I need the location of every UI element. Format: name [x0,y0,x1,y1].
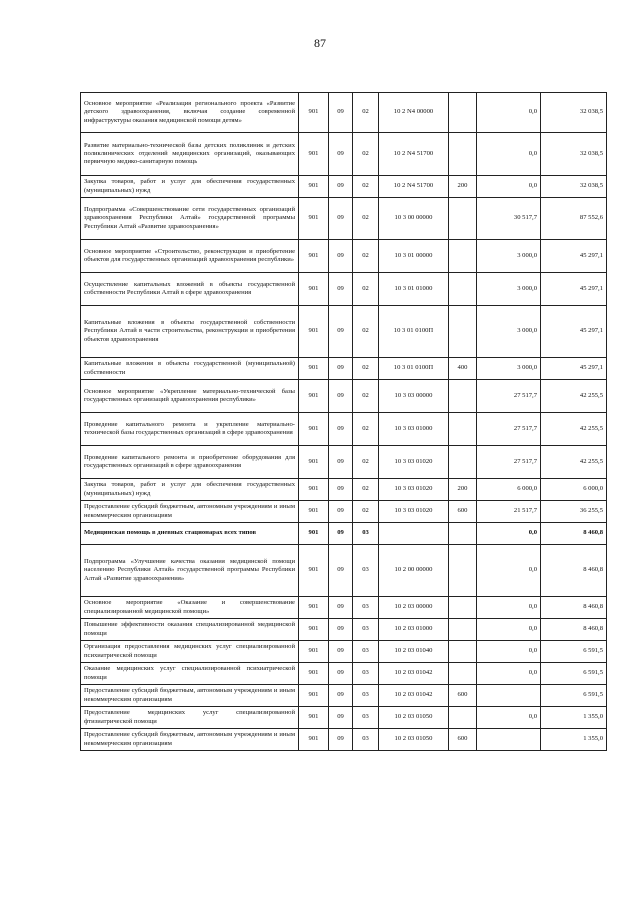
section-code-cell: 09 [329,523,353,545]
expense-type-cell [449,446,477,479]
subsection-code-cell: 03 [353,663,379,685]
table-row [81,641,607,663]
row-name-cell: Медицинская помощь в дневных стационарах всех типов [81,523,299,545]
row-name-cell: Осуществление капитальных вложений в объекты государственной собственности Республики Алтай в сфере здравоохранения [81,273,299,306]
admin-code-cell: 901 [299,685,329,707]
amount-1-cell: 3 000,0 [477,358,541,380]
admin-code-cell: 901 [299,446,329,479]
amount-2-cell: 1 355,0 [541,729,607,751]
table-row [81,729,607,751]
amount-2-cell: 42 255,5 [541,446,607,479]
amount-2-cell: 6 591,5 [541,641,607,663]
table-row [81,501,607,523]
subsection-code-cell: 02 [353,240,379,273]
table-row [81,198,607,240]
row-name-cell: Предоставление субсидий бюджетным, автономным учреждениям и иным некоммерческим организациям [81,685,299,707]
target-article-cell: 10 2 N4 51700 [379,176,449,198]
section-code-cell: 09 [329,479,353,501]
table-row [81,93,607,133]
amount-1-cell: 30 517,7 [477,198,541,240]
amount-2-cell: 45 297,1 [541,358,607,380]
expense-type-cell [449,133,477,176]
section-code-cell: 09 [329,663,353,685]
table-row [81,685,607,707]
section-code-cell: 09 [329,729,353,751]
subsection-code-cell: 02 [353,413,379,446]
section-code-cell: 09 [329,413,353,446]
expense-type-cell [449,273,477,306]
admin-code-cell: 901 [299,707,329,729]
subsection-code-cell: 03 [353,707,379,729]
subsection-code-cell: 03 [353,597,379,619]
row-name-cell: Закупка товаров, работ и услуг для обеспечения государственных (муниципальных) нужд [81,176,299,198]
admin-code-cell: 901 [299,619,329,641]
target-article-cell: 10 3 01 00000 [379,240,449,273]
subsection-code-cell: 03 [353,685,379,707]
admin-code-cell: 901 [299,641,329,663]
row-name-cell: Основное мероприятие «Реализация регионального проекта «Развитие детского здравоохранения, включая создание современной инфраструктуры оказания медицинской помощи детям» [81,93,299,133]
amount-2-cell: 32 038,5 [541,133,607,176]
subsection-code-cell: 02 [353,176,379,198]
amount-1-cell [477,685,541,707]
target-article-cell: 10 2 00 00000 [379,545,449,597]
amount-1-cell: 0,0 [477,597,541,619]
target-article-cell: 10 2 03 01042 [379,685,449,707]
section-code-cell: 09 [329,176,353,198]
admin-code-cell: 901 [299,523,329,545]
expense-type-cell [449,641,477,663]
row-name-cell: Повышение эффективности оказания специализированной медицинской помощи [81,619,299,641]
admin-code-cell: 901 [299,358,329,380]
admin-code-cell: 901 [299,240,329,273]
amount-1-cell: 27 517,7 [477,380,541,413]
amount-1-cell: 6 000,0 [477,479,541,501]
section-code-cell: 09 [329,93,353,133]
table-row [81,273,607,306]
expense-type-cell [449,619,477,641]
amount-2-cell: 32 038,5 [541,93,607,133]
target-article-cell: 10 3 01 0100П [379,358,449,380]
row-name-cell: Капитальные вложения в объекты государственной (муниципальной) собственности [81,358,299,380]
amount-1-cell: 0,0 [477,176,541,198]
subsection-code-cell: 02 [353,358,379,380]
expense-type-cell: 200 [449,176,477,198]
section-code-cell: 09 [329,685,353,707]
subsection-code-cell: 03 [353,619,379,641]
section-code-cell: 09 [329,198,353,240]
table-row [81,663,607,685]
table-row [81,306,607,358]
section-code-cell: 09 [329,358,353,380]
admin-code-cell: 901 [299,413,329,446]
expense-type-cell [449,198,477,240]
expense-type-cell: 600 [449,729,477,751]
admin-code-cell: 901 [299,380,329,413]
amount-1-cell: 0,0 [477,641,541,663]
row-name-cell: Капитальные вложения в объекты государственной собственности Республики Алтай в части строительства, реконструкции и приобретения объектов здравоохранения [81,306,299,358]
table-row [81,133,607,176]
budget-table [80,92,607,751]
amount-2-cell: 1 355,0 [541,707,607,729]
target-article-cell: 10 2 N4 00000 [379,93,449,133]
table-row [81,240,607,273]
admin-code-cell: 901 [299,501,329,523]
admin-code-cell: 901 [299,663,329,685]
row-name-cell: Основное мероприятие «Оказание и совершенствование специализированной медицинской помощи» [81,597,299,619]
expense-type-cell [449,523,477,545]
target-article-cell: 10 3 03 00000 [379,380,449,413]
amount-1-cell: 0,0 [477,133,541,176]
subsection-code-cell: 02 [353,479,379,501]
admin-code-cell: 901 [299,198,329,240]
row-name-cell: Предоставление субсидий бюджетным, автономным учреждениям и иным некоммерческим организациям [81,501,299,523]
amount-2-cell: 8 460,8 [541,523,607,545]
row-name-cell: Основное мероприятие «Строительство, реконструкция и приобретение объектов для государственных организаций здравоохранения республики» [81,240,299,273]
target-article-cell: 10 3 03 01020 [379,479,449,501]
table-row [81,380,607,413]
amount-1-cell: 27 517,7 [477,446,541,479]
target-article-cell: 10 3 03 01020 [379,501,449,523]
amount-1-cell: 0,0 [477,707,541,729]
section-code-cell: 09 [329,240,353,273]
target-article-cell: 10 3 00 00000 [379,198,449,240]
amount-2-cell: 8 460,8 [541,619,607,641]
section-code-cell: 09 [329,707,353,729]
row-name-cell: Основное мероприятие «Укрепление материально-технической базы государственных организаций здравоохранения республики» [81,380,299,413]
section-code-cell: 09 [329,501,353,523]
admin-code-cell: 901 [299,729,329,751]
table-row [81,619,607,641]
subsection-code-cell: 02 [353,93,379,133]
row-name-cell: Проведение капитального ремонта и приобретение оборудования для государственных организаций в сфере здравоохранения [81,446,299,479]
table-row [81,523,607,545]
target-article-cell: 10 2 03 01042 [379,663,449,685]
amount-1-cell: 0,0 [477,619,541,641]
expense-type-cell [449,306,477,358]
target-article-cell: 10 2 03 01050 [379,707,449,729]
expense-type-cell: 600 [449,501,477,523]
amount-2-cell: 8 460,8 [541,597,607,619]
table-row [81,358,607,380]
table-row [81,597,607,619]
expense-type-cell [449,707,477,729]
amount-2-cell: 45 297,1 [541,306,607,358]
expense-type-cell [449,240,477,273]
table-row [81,413,607,446]
admin-code-cell: 901 [299,306,329,358]
subsection-code-cell: 03 [353,523,379,545]
table-row [81,545,607,597]
expense-type-cell [449,413,477,446]
amount-1-cell: 0,0 [477,663,541,685]
row-name-cell: Проведение капитального ремонта и укрепление материально-технической базы государственных организаций в сфере здравоохранения [81,413,299,446]
expense-type-cell [449,663,477,685]
amount-1-cell: 3 000,0 [477,273,541,306]
target-article-cell: 10 2 03 01000 [379,619,449,641]
section-code-cell: 09 [329,380,353,413]
amount-1-cell: 3 000,0 [477,240,541,273]
row-name-cell: Организация предоставления медицинских услуг специализированной психиатрической помощи [81,641,299,663]
subsection-code-cell: 02 [353,380,379,413]
page-number: 87 [314,36,326,50]
admin-code-cell: 901 [299,133,329,176]
expense-type-cell: 200 [449,479,477,501]
table-row [81,176,607,198]
expense-type-cell [449,93,477,133]
table-row [81,707,607,729]
section-code-cell: 09 [329,619,353,641]
target-article-cell: 10 3 03 01020 [379,446,449,479]
amount-1-cell: 0,0 [477,93,541,133]
row-name-cell: Развитие материально-технической базы детских поликлиник и детских поликлинических отделений медицинских организаций, оказывающих первичную медико-санитарную помощь [81,133,299,176]
section-code-cell: 09 [329,133,353,176]
amount-2-cell: 87 552,6 [541,198,607,240]
target-article-cell: 10 3 01 0100П [379,306,449,358]
table-row [81,446,607,479]
target-article-cell: 10 2 03 00000 [379,597,449,619]
table-row [81,479,607,501]
subsection-code-cell: 02 [353,446,379,479]
admin-code-cell: 901 [299,93,329,133]
expense-type-cell: 400 [449,358,477,380]
amount-1-cell: 27 517,7 [477,413,541,446]
target-article-cell: 10 3 01 01000 [379,273,449,306]
row-name-cell: Предоставление медицинских услуг специализированной фтизиатрической помощи [81,707,299,729]
row-name-cell: Подпрограмма «Совершенствование сети государственных организаций здравоохранения Республики Алтай» государственной программы Республики Алтай «Развитие здравоохранения» [81,198,299,240]
section-code-cell: 09 [329,446,353,479]
amount-2-cell: 6 000,0 [541,479,607,501]
amount-2-cell: 6 591,5 [541,685,607,707]
amount-2-cell: 42 255,5 [541,380,607,413]
amount-1-cell [477,729,541,751]
section-code-cell: 09 [329,273,353,306]
subsection-code-cell: 02 [353,306,379,358]
row-name-cell: Оказание медицинских услуг специализированной психиатрической помощи [81,663,299,685]
admin-code-cell: 901 [299,545,329,597]
row-name-cell: Предоставление субсидий бюджетным, автономным учреждениям и иным некоммерческим организациям [81,729,299,751]
row-name-cell: Закупка товаров, работ и услуг для обеспечения государственных (муниципальных) нужд [81,479,299,501]
section-code-cell: 09 [329,597,353,619]
subsection-code-cell: 02 [353,198,379,240]
amount-2-cell: 42 255,5 [541,413,607,446]
target-article-cell: 10 2 N4 51700 [379,133,449,176]
amount-1-cell: 0,0 [477,545,541,597]
admin-code-cell: 901 [299,479,329,501]
section-code-cell: 09 [329,306,353,358]
subsection-code-cell: 03 [353,729,379,751]
row-name-cell: Подпрограмма «Улучшение качества оказания медицинской помощи населению Республики Алтай» государственной программы Республики Алтай «Развитие здравоохранения» [81,545,299,597]
expense-type-cell: 600 [449,685,477,707]
subsection-code-cell: 03 [353,545,379,597]
section-code-cell: 09 [329,641,353,663]
expense-type-cell [449,545,477,597]
amount-1-cell: 0,0 [477,523,541,545]
subsection-code-cell: 02 [353,273,379,306]
target-article-cell: 10 2 03 01050 [379,729,449,751]
amount-2-cell: 45 297,1 [541,240,607,273]
expense-type-cell [449,380,477,413]
subsection-code-cell: 03 [353,641,379,663]
amount-1-cell: 21 517,7 [477,501,541,523]
admin-code-cell: 901 [299,597,329,619]
subsection-code-cell: 02 [353,133,379,176]
amount-2-cell: 36 255,5 [541,501,607,523]
target-article-cell: 10 2 03 01040 [379,641,449,663]
target-article-cell [379,523,449,545]
admin-code-cell: 901 [299,176,329,198]
amount-2-cell: 32 038,5 [541,176,607,198]
target-article-cell: 10 3 03 01000 [379,413,449,446]
admin-code-cell: 901 [299,273,329,306]
subsection-code-cell: 02 [353,501,379,523]
section-code-cell: 09 [329,545,353,597]
amount-1-cell: 3 000,0 [477,306,541,358]
amount-2-cell: 8 460,8 [541,545,607,597]
expense-type-cell [449,597,477,619]
amount-2-cell: 45 297,1 [541,273,607,306]
amount-2-cell: 6 591,5 [541,663,607,685]
